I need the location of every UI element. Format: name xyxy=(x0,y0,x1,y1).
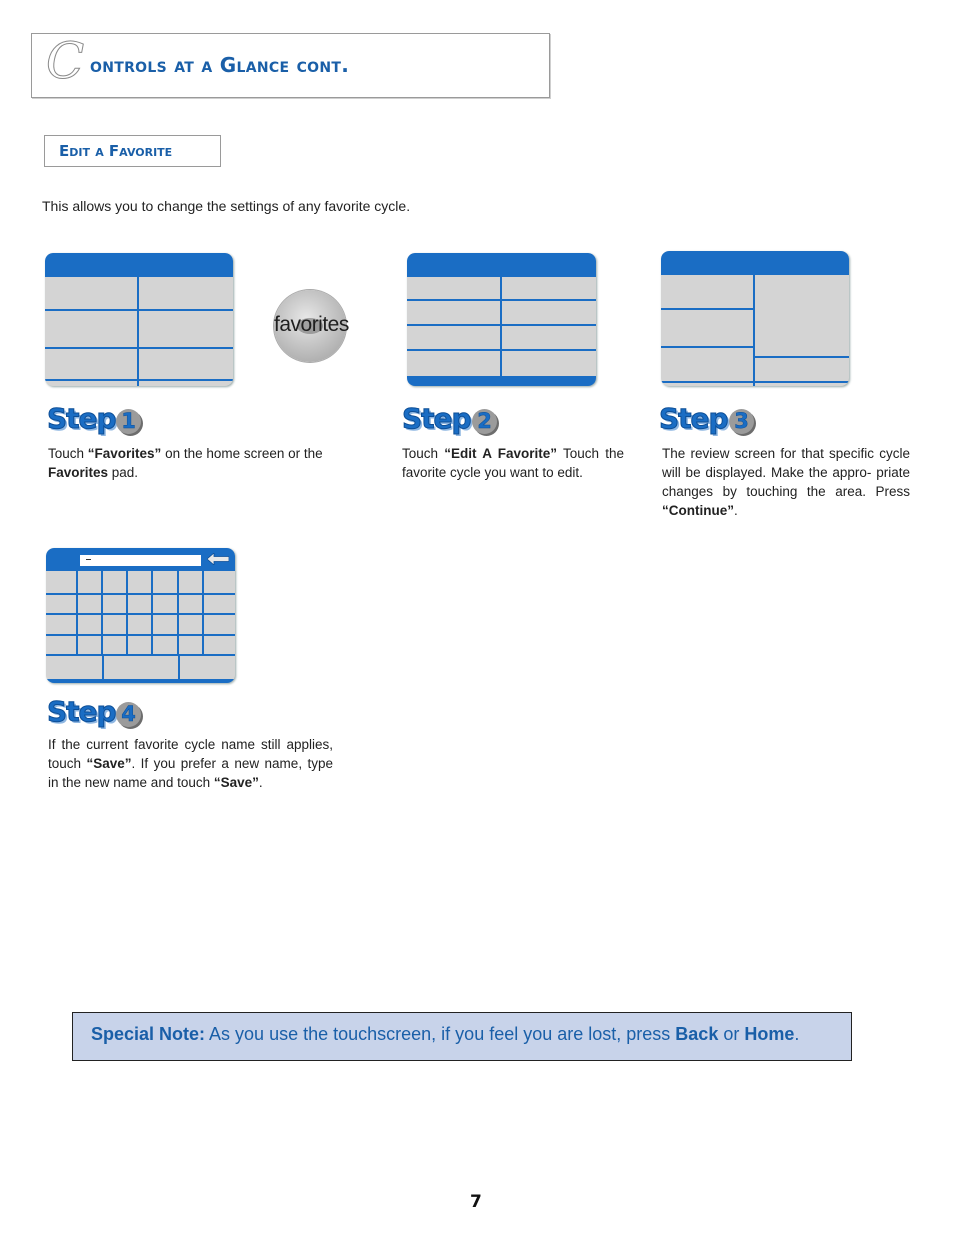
grid-line xyxy=(45,347,233,349)
screen-favorites-list-illustration xyxy=(407,253,596,386)
special-note-text: Special Note: As you use the touchscreen, if you feel you are lost, press Back or Home. xyxy=(91,1024,800,1044)
step-1-text: Touch “Favorites” on the home screen or the Favorites pad. xyxy=(48,446,323,480)
intro-text: This allows you to change the settings of any favorite cycle. xyxy=(42,198,411,214)
page-number: 7 xyxy=(470,1192,482,1212)
screen-home-illustration xyxy=(45,253,233,386)
text-cursor xyxy=(86,559,91,560)
title-initial: C xyxy=(46,32,85,90)
name-input-field xyxy=(79,554,202,567)
grid-line xyxy=(753,356,849,358)
screen-header xyxy=(407,253,596,277)
grid-line xyxy=(407,349,596,351)
screen-footer xyxy=(407,378,596,386)
grid-line xyxy=(407,299,596,301)
step-1-number: 1 xyxy=(116,409,141,434)
grid-line xyxy=(661,308,754,310)
page-title: ontrols at a Glance cont. xyxy=(90,53,350,77)
key-grid-line xyxy=(46,593,235,595)
grid-line xyxy=(407,324,596,326)
grid-line xyxy=(661,381,849,383)
grid-line xyxy=(753,275,755,386)
subheading: Edit a Favorite xyxy=(59,142,173,160)
screen-review-illustration xyxy=(661,251,849,386)
screen-header xyxy=(661,251,849,275)
screen-header xyxy=(45,253,233,277)
key-grid-line xyxy=(46,613,235,615)
step-4-number: 4 xyxy=(116,702,141,727)
step-2-number: 2 xyxy=(472,409,497,434)
screen-keyboard-illustration xyxy=(46,548,235,683)
step-1-heading: Step xyxy=(47,402,116,435)
favorites-pad-label: favorites xyxy=(274,313,349,336)
grid-line xyxy=(661,346,754,348)
grid-line xyxy=(500,277,502,386)
screen-header xyxy=(46,548,235,571)
step-3-heading: Step xyxy=(659,402,728,435)
backspace-arrow-icon xyxy=(207,553,229,565)
step-3-text: The review screen for that specific cycle will be displayed. Make the appro- priate changes by touching the area. Press “Continue”. xyxy=(662,446,910,518)
step-3-number: 3 xyxy=(729,409,754,434)
step-2-text: Touch “Edit A Favorite” Touch the favorite cycle you want to edit. xyxy=(402,446,625,480)
grid-line xyxy=(45,379,233,381)
grid-line xyxy=(137,277,139,386)
special-note-label: Special Note: xyxy=(91,1024,206,1044)
grid-line xyxy=(45,309,233,311)
screen-footer xyxy=(46,679,235,683)
key-grid-line xyxy=(46,654,235,656)
step-4-text: If the current favorite cycle name still applies, touch “Save”. If you prefer a new name, type in the new name and touch “Save”. xyxy=(48,737,333,790)
step-4-heading: Step xyxy=(47,695,116,728)
key-grid-line xyxy=(46,634,235,636)
step-2-heading: Step xyxy=(402,402,471,435)
